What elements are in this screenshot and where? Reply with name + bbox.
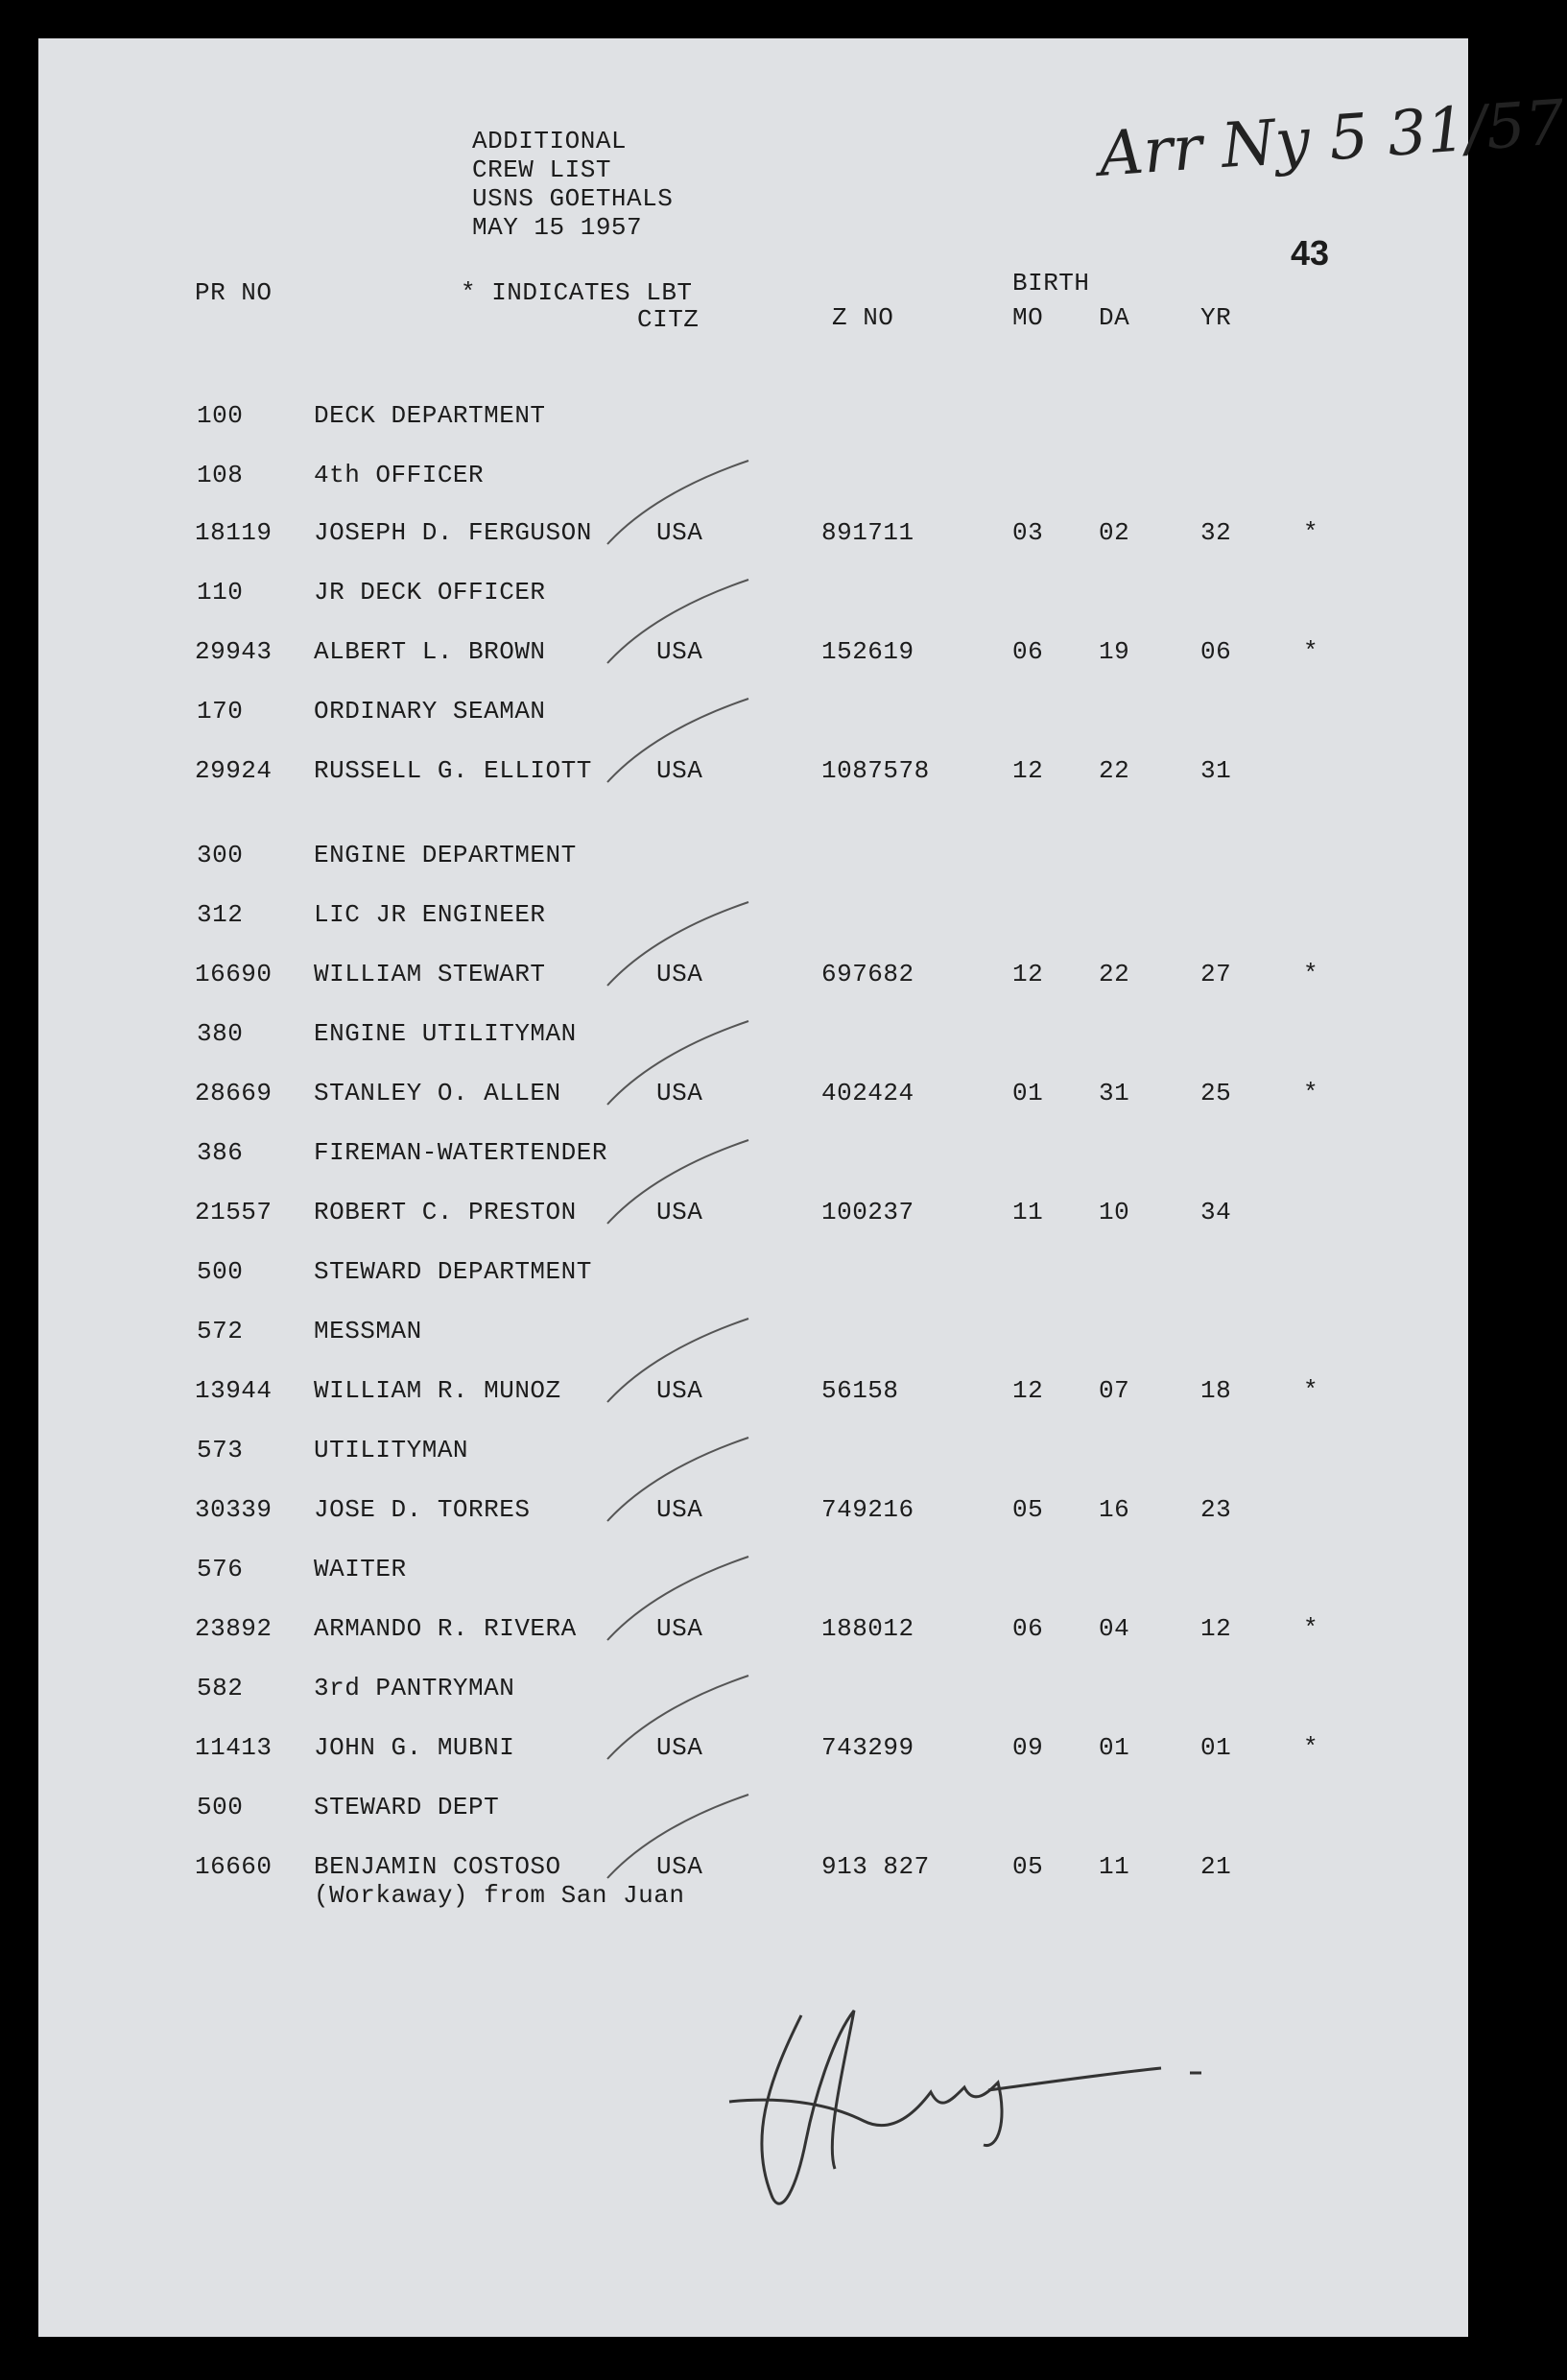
document-sheet: [38, 38, 1567, 2337]
section-code: 572: [197, 1317, 244, 1345]
section-label: 3rd PANTRYMAN: [314, 1674, 515, 1702]
section-label: LIC JR ENGINEER: [314, 900, 546, 929]
crew-pr-no: 13944: [195, 1376, 273, 1405]
crew-pr-no: 23892: [195, 1614, 273, 1643]
crew-birth-yr: 01: [1200, 1733, 1232, 1762]
section-code: 500: [197, 1793, 244, 1821]
crew-z-no: 743299: [821, 1733, 914, 1762]
section-code: 312: [197, 900, 244, 929]
crew-birth-yr: 27: [1200, 960, 1232, 988]
section-label: ENGINE DEPARTMENT: [314, 841, 577, 869]
crew-citz: USA: [656, 756, 703, 785]
section-code: 582: [197, 1674, 244, 1702]
crew-name: JOSEPH D. FERGUSON: [314, 518, 592, 547]
crew-z-no: 1087578: [821, 756, 930, 785]
section-label: WAITER: [314, 1555, 407, 1583]
col-indicates: * INDICATES LBT: [461, 278, 693, 307]
crew-birth-da: 11: [1099, 1852, 1130, 1881]
col-da: DA: [1099, 303, 1130, 332]
title-line-1: ADDITIONAL: [472, 127, 628, 155]
section-code: 108: [197, 461, 244, 489]
crew-name: ARMANDO R. RIVERA: [314, 1614, 577, 1643]
section-code: 573: [197, 1436, 244, 1464]
col-birth: BIRTH: [1012, 269, 1090, 298]
section-code: 500: [197, 1257, 244, 1286]
section-code: 386: [197, 1138, 244, 1167]
title-line-3: USNS GOETHALS: [472, 184, 674, 213]
col-pr-no: PR NO: [195, 278, 273, 307]
title-line-2: CREW LIST: [472, 155, 611, 184]
section-code: 300: [197, 841, 244, 869]
section-label: STEWARD DEPT: [314, 1793, 500, 1821]
page-number: 43: [1291, 233, 1330, 273]
check-mark-icon: [600, 894, 753, 990]
crew-birth-yr: 31: [1200, 756, 1232, 785]
check-mark-icon: [600, 1311, 753, 1407]
crew-pr-no: 29943: [195, 637, 273, 666]
section-code: 170: [197, 697, 244, 726]
crew-pr-no: 29924: [195, 756, 273, 785]
section-label: 4th OFFICER: [314, 461, 485, 489]
crew-birth-yr: 18: [1200, 1376, 1232, 1405]
crew-birth-da: 22: [1099, 756, 1130, 785]
crew-name: BENJAMIN COSTOSO: [314, 1852, 561, 1881]
crew-pr-no: 30339: [195, 1495, 273, 1524]
check-mark-icon: [600, 1430, 753, 1526]
section-label: STEWARD DEPARTMENT: [314, 1257, 592, 1286]
crew-birth-da: 01: [1099, 1733, 1130, 1762]
lbt-star: *: [1303, 960, 1319, 988]
crew-birth-da: 31: [1099, 1079, 1130, 1107]
section-label: FIREMAN-WATERTENDER: [314, 1138, 607, 1167]
section-label: MESSMAN: [314, 1317, 422, 1345]
crew-birth-da: 02: [1099, 518, 1130, 547]
crew-birth-da: 16: [1099, 1495, 1130, 1524]
crew-citz: USA: [656, 1614, 703, 1643]
crew-z-no: 402424: [821, 1079, 914, 1107]
crew-pr-no: 21557: [195, 1198, 273, 1226]
crew-pr-no: 18119: [195, 518, 273, 547]
crew-birth-da: 19: [1099, 637, 1130, 666]
crew-birth-da: 04: [1099, 1614, 1130, 1643]
crew-birth-da: 07: [1099, 1376, 1130, 1405]
lbt-star: *: [1303, 1376, 1319, 1405]
crew-name: WILLIAM STEWART: [314, 960, 546, 988]
signature: [710, 1977, 1209, 2236]
crew-z-no: 152619: [821, 637, 914, 666]
section-label: DECK DEPARTMENT: [314, 401, 546, 430]
crew-birth-yr: 21: [1200, 1852, 1232, 1881]
section-code: 380: [197, 1019, 244, 1048]
col-z-no: Z NO: [832, 303, 894, 332]
section-label: JR DECK OFFICER: [314, 578, 546, 607]
col-yr: YR: [1200, 303, 1232, 332]
crew-name: WILLIAM R. MUNOZ: [314, 1376, 561, 1405]
crew-pr-no: 28669: [195, 1079, 273, 1107]
crew-citz: USA: [656, 1852, 703, 1881]
crew-birth-yr: 23: [1200, 1495, 1232, 1524]
crew-birth-yr: 34: [1200, 1198, 1232, 1226]
crew-citz: USA: [656, 1495, 703, 1524]
crew-birth-mo: 06: [1012, 637, 1044, 666]
crew-citz: USA: [656, 960, 703, 988]
crew-birth-yr: 06: [1200, 637, 1232, 666]
crew-birth-mo: 01: [1012, 1079, 1044, 1107]
check-mark-icon: [600, 453, 753, 549]
crew-citz: USA: [656, 637, 703, 666]
crew-birth-yr: 12: [1200, 1614, 1232, 1643]
crew-name: RUSSELL G. ELLIOTT: [314, 756, 592, 785]
lbt-star: *: [1303, 637, 1319, 666]
crew-birth-mo: 05: [1012, 1495, 1044, 1524]
crew-citz: USA: [656, 518, 703, 547]
section-label: ENGINE UTILITYMAN: [314, 1019, 577, 1048]
crew-citz: USA: [656, 1079, 703, 1107]
crew-birth-yr: 32: [1200, 518, 1232, 547]
crew-name: ALBERT L. BROWN: [314, 637, 546, 666]
check-mark-icon: [600, 1787, 753, 1883]
crew-name: JOSE D. TORRES: [314, 1495, 531, 1524]
crew-citz: USA: [656, 1376, 703, 1405]
crew-birth-mo: 06: [1012, 1614, 1044, 1643]
crew-z-no: 913 827: [821, 1852, 930, 1881]
section-code: 110: [197, 578, 244, 607]
crew-z-no: 188012: [821, 1614, 914, 1643]
section-label: ORDINARY SEAMAN: [314, 697, 546, 726]
crew-name: ROBERT C. PRESTON: [314, 1198, 577, 1226]
check-mark-icon: [600, 1013, 753, 1109]
check-mark-icon: [600, 1132, 753, 1228]
crew-z-no: 749216: [821, 1495, 914, 1524]
section-label: UTILITYMAN: [314, 1436, 469, 1464]
crew-z-no: 891711: [821, 518, 914, 547]
lbt-star: *: [1303, 1614, 1319, 1643]
section-code: 100: [197, 401, 244, 430]
crew-citz: USA: [656, 1733, 703, 1762]
crew-birth-mo: 09: [1012, 1733, 1044, 1762]
lbt-star: *: [1303, 1733, 1319, 1762]
check-mark-icon: [600, 572, 753, 668]
crew-name: JOHN G. MUBNI: [314, 1733, 515, 1762]
crew-birth-mo: 11: [1012, 1198, 1044, 1226]
crew-birth-yr: 25: [1200, 1079, 1232, 1107]
crew-birth-da: 10: [1099, 1198, 1130, 1226]
check-mark-icon: [600, 1549, 753, 1645]
col-citz: CITZ: [637, 305, 700, 334]
crew-note: (Workaway) from San Juan: [314, 1881, 685, 1910]
crew-name: STANLEY O. ALLEN: [314, 1079, 561, 1107]
crew-citz: USA: [656, 1198, 703, 1226]
section-code: 576: [197, 1555, 244, 1583]
lbt-star: *: [1303, 518, 1319, 547]
crew-z-no: 697682: [821, 960, 914, 988]
crew-birth-mo: 03: [1012, 518, 1044, 547]
crew-birth-mo: 12: [1012, 1376, 1044, 1405]
col-mo: MO: [1012, 303, 1044, 332]
crew-birth-da: 22: [1099, 960, 1130, 988]
crew-birth-mo: 12: [1012, 756, 1044, 785]
crew-z-no: 56158: [821, 1376, 899, 1405]
crew-pr-no: 11413: [195, 1733, 273, 1762]
title-line-4: MAY 15 1957: [472, 213, 643, 242]
crew-pr-no: 16690: [195, 960, 273, 988]
crew-birth-mo: 05: [1012, 1852, 1044, 1881]
check-mark-icon: [600, 1668, 753, 1764]
handwritten-note: Arr Ny 5 31/57: [1097, 87, 1567, 191]
crew-z-no: 100237: [821, 1198, 914, 1226]
lbt-star: *: [1303, 1079, 1319, 1107]
crew-pr-no: 16660: [195, 1852, 273, 1881]
check-mark-icon: [600, 691, 753, 787]
crew-birth-mo: 12: [1012, 960, 1044, 988]
